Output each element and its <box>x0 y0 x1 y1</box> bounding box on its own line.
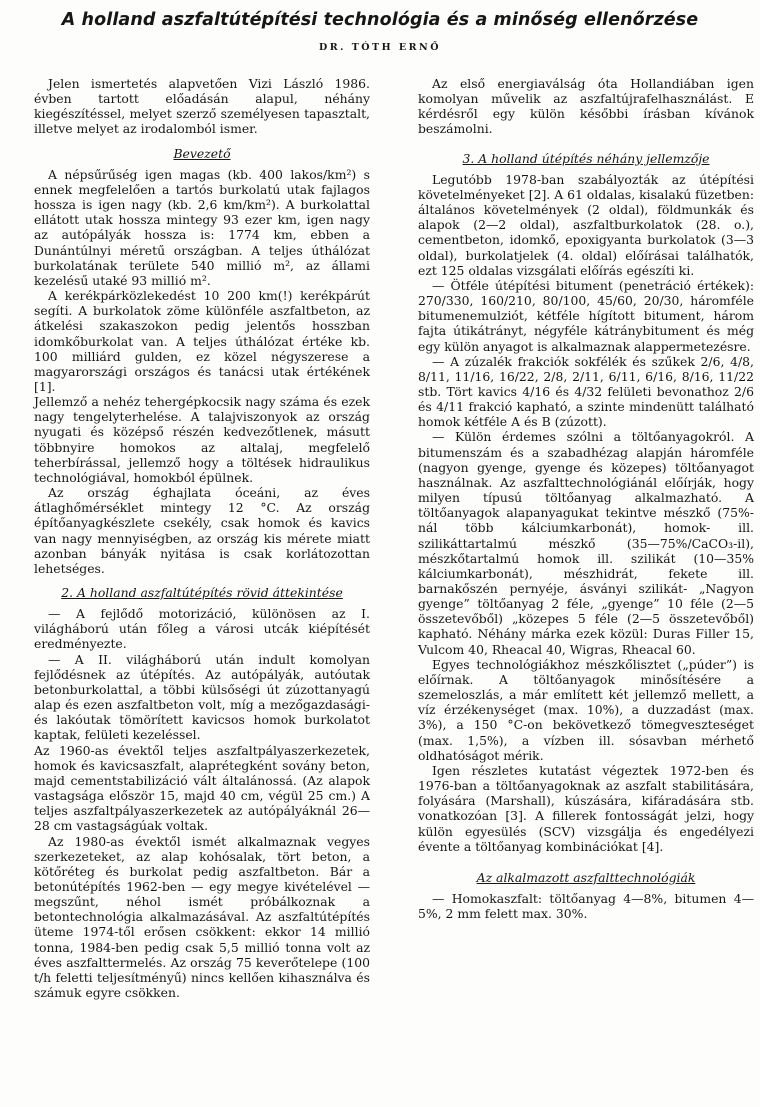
paragraph: Az első energiaválság óta Hollandiában igen komolyan művelik az aszfaltújrafelhasználást. E kérdésről egy külön későbbi írásban kívánok beszámolni. <box>418 76 754 137</box>
paragraph: A kerékpárközlekedést 10 200 km(!) kerékpárút segíti. A burkolatok zöme különféle aszfaltbeton, az átkelési szakaszokon pedig jelentős hosszban idomkőburkolat van. A teljes úthálózat értéke kb. 100 milliárd gulden, ez közel négyszerese a magyarországi országos és tanácsi utak értékének [1]. <box>34 288 370 394</box>
paragraph: Az ország éghajlata óceáni, az éves átlaghőmérséklet mintegy 12 °C. Az ország építőanyagkészlete csekély, csak homok és kavics van nagy mennyiségben, az ország kis mérete miatt azonban bányák nyitása is csak korlátozottan lehetséges. <box>34 485 370 576</box>
intro-paragraph: Jelen ismertetés alapvetően Vizi László 1986. évben tartott előadásán alapul, néhány kiegészítéssel, melyet szerző személyesen tapasztalt, illetve melyet az irodalomból ismer. <box>34 76 370 137</box>
paragraph: Legutóbb 1978-ban szabályozták az útépítési követelményeket [2]. A 61 oldalas, kisalakú füzetben: általános követelmények (2 oldal), földmunkák és alapok (2—2 oldal), aszfaltburkolatok (28. o.), cementbeton, idomkő, epoxigyanta burkolatok (3—3 oldal), burkolatjelek (4. oldal) előírásai találhatók, ezt 125 oldalas vizsgálati előírás egészíti ki. <box>418 171 754 278</box>
paragraph: — Külön érdemes szólni a töltőanyagokról. A bitumenszám és a szabadhézag alapján háromféle (nagyon gyenge, gyenge és közepes) töltőanyagot használnak. Az aszfalttechnológiánál előírják, hogy milyen típusú töltőanyag alkalmazható. A töltőanyagok alapanyagukat tekintve mészkő (75%-nál több kálciumkarbonát), homok- ill. szilikáttartalmú mészkő (35—75%/CaCO₃-il), mészkőtartalmú homok ill. szilikát (10—35% kálciumkarbonát), mészhidrát, fekete ill. barnakőszén pernyéje, ásványi szilikát- „Nagyon gyenge” töltőanyag 2 féle, „gyenge” 10 féle (2—5 összetevőből) „közepes 5 féle (2—5 összetevőből) kapható. Néhány márka ezek közül: Duras Filler 15, Vulcom 40, Rheacal 40, Wigras, Rheacal 60. <box>418 429 754 657</box>
article-title: A holland aszfaltútépítési technológia és a minőség ellenőrzése <box>61 10 699 30</box>
right-column <box>418 76 754 921</box>
paragraph: — Homokaszfalt: töltőanyag 4—8%, bitumen 4—5%, 2 mm felett max. 30%. <box>418 890 754 922</box>
section-heading-3: 3. A holland útépítés néhány jellemzője <box>462 150 710 166</box>
author-name: DR. TÓTH ERNŐ <box>318 42 442 53</box>
paragraph: Jellemző a nehéz tehergépkocsik nagy száma és ezek nagy tengelyterhelése. A talajviszonyok az ország nyugati és középső részén kedvezőtlenek, másutt többnyire homokos az altalaj, megfelelő teherbírással, jellemző hogy a töltések hidraulikus technológiával, homokból épülnek. <box>34 394 370 485</box>
section-heading-2: 2. A holland aszfaltútépítés rövid áttekintése <box>61 585 343 600</box>
paragraph: — A II. világháború után indult komolyan fejlődésnek az útépítés. Az autópályák, autóutak betonburkolattal, a többi külsőségi út zúzottanyagú alap és ezen aszfaltbeton volt, míg a mezőgazdasági- és lakóutak tömörített kavicsos homok burkolatot kaptak, felületi kezeléssel. <box>34 651 370 743</box>
section-heading-intro: Bevezető <box>173 145 231 161</box>
section-heading-technologies: Az alkalmazott aszfalttechnológiák <box>476 869 696 885</box>
paragraph: — A zúzalék frakciók sokfélék és szűkek 2/6, 4/8, 8/11, 11/16, 16/22, 2/8, 2/11, 6/11, 6/16, 8/16, 11/22 stb. Tört kavics 4/16 és 4/32 felületi bevonathoz 2/6 és 4/11 frakció kapható, a szinte mindenütt található homok kétféle A és B (zúzott). <box>418 353 754 430</box>
paragraph: Az 1960-as évektől teljes aszfaltpályaszerkezetek, homok és kavicsaszfalt, alaprétegként sovány beton, majd cementstabilizáció vált általánossá. (Az alapok vastagsága először 15, majd 40 cm, végül 25 cm.) A teljes aszfaltpályaszerkezetek az autópályáknál 26—28 cm vastagságúak voltak. <box>34 742 370 834</box>
paragraph: Egyes technológiákhoz mészkőlisztet („púder”) is előírnak. A töltőanyagok minősítésére a szemeloszlás, a már említett két jellemző mellett, a víz érzékenységet (max. 10%), a duzzadást (max. 3%), a 150 °C-on bekövetkező tömegveszteséget (max. 1,5%), a vízben ill. sósavban mérhető oldhatóságot mérik. <box>418 656 754 763</box>
paragraph: A népsűrűség igen magas (kb. 400 lakos/km²) s ennek megfelelően a tartós burkolatú utak fajlagos hossza is igen nagy (kb. 2,6 km/km²). A burkolattal ellátott utak hossza mintegy 93 ezer km, igen nagy az autópályák hossza is: 1774 km, ebben a Dunántúlnyi méretű országban. A teljes úthálózat burkolatának területe 540 millió m², az állami kezelésű utaké 93 millió m². <box>34 166 370 288</box>
paragraph: — Ötféle útépítési bitument (penetráció értékek): 270/330, 160/210, 80/100, 45/60, 20/30, háromféle bitumenemulziót, kétféle hígított bitument, három fajta útikátrányt, négyféle kátránybitument és még egy külön anyagot is alkalmaznak alappermetezésre. <box>418 277 754 354</box>
left-column <box>34 76 370 1000</box>
paragraph: Az 1980-as évektől ismét alkalmaznak vegyes szerkezeteket, az alap kohósalak, tört beton, a kötőréteg és burkolat pedig aszfaltbeton. Bár a betonútépítés 1962-ben — egy megye kivételével — megszűnt, néhol ismét próbálkoznak a betontechnológia alkalmazásával. Az aszfaltútépítés üteme 1974-től erősen csökkent: ekkor 14 millió tonna, 1984-ben pedig csak 5,5 millió tonna volt az éves aszfalttermelés. Az ország 75 keverőtelepe (100 t/h feletti teljesítményű) nincs kellően kihasználva és számuk egyre csökken. <box>34 833 370 1001</box>
paragraph: — A fejlődő motorizáció, különösen az I. világháború után főleg a városi utcák kiépítését eredményezte. <box>34 606 370 652</box>
paragraph: Igen részletes kutatást végeztek 1972-ben és 1976-ban a töltőanyagoknak az aszfalt stabilitására, folyására (Marshall), kúszására, kifáradására stb. vonatkozóan [3]. A fillerek fontosságát jelzi, hogy külön egyesülés (SCV) vizsgálja és engedélyezi évente a töltőanyag kombinációkat [4]. <box>418 762 754 854</box>
